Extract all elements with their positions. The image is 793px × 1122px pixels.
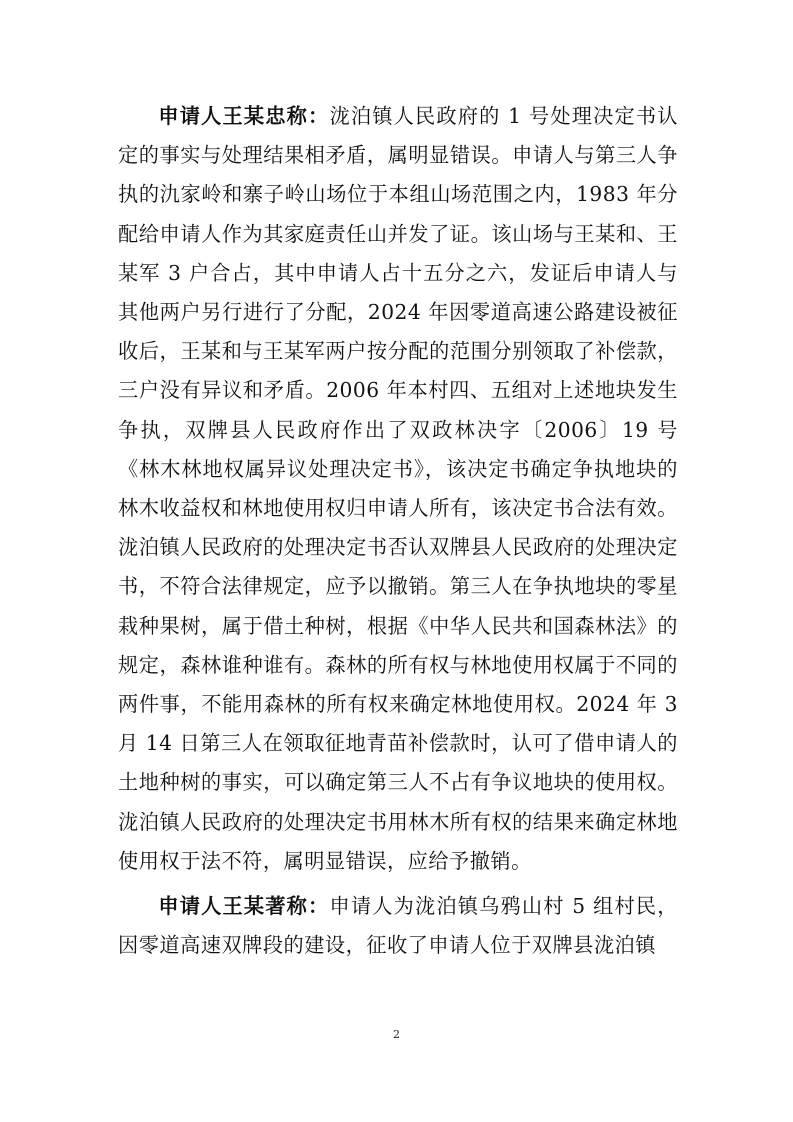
paragraph-text: 泷泊镇人民政府的 1 号处理决定书认定的事实与处理结果相矛盾，属明显错误。申请人与第三人争执的氿家岭和寨子岭山场位于本组山场范围之内，1983 年分配给申请人作为其家庭责任山并发了证。该山场与王某和、王某军 3 户合占，其中申请人占十五分之六，发证后申请人与其他两户另行进行了分配，2024 年因零道高速公路建设被征收后，王某和与王某军两户按分配的范围分别领取了补偿款，三户没有异议和矛盾。2006 年本村四、五组对上述地块发生争执，双牌县人民政府作出了双政林决字〔2006〕19 号《林木林地权属异议处理决定书》，该决定书确定争执地块的林木收益权和林地使用权归申请人所有，该决定书合法有效。泷泊镇人民政府的处理决定书否认双牌县人民政府的处理决定书，不符合法律规定，应予以撤销。第三人在争执地块的零星栽种果树，属于借土种树，根据《中华人民共和国森林法》的规定，森林谁种谁有。森林的所有权与林地使用权属于不同的两件事，不能用森林的所有权来确定林地使用权。2024 年 3 月 14 日第三人在领取征地青苗补偿款时，认可了借申请人的土地种树的事实，可以确定第三人不占有争议地块的使用权。泷泊镇人民政府的处理决定书用林木所有权的结果来确定林地使用权于法不符，属明显错误，应给予撤销。 (118, 104, 678, 873)
document-body (118, 97, 678, 971)
speaker-label: 申请人王某忠称： (158, 104, 330, 128)
speaker-label: 申请人王某著称： (158, 894, 330, 919)
paragraph-text: 申请人为泷泊镇乌鸦山村 5 组村民，因零道高速双牌段的建设，征收了申请人位于双牌县泷泊镇 (118, 894, 678, 958)
paragraph-wang-mouzhu (118, 887, 678, 965)
page-number: 2 (393, 1028, 400, 1041)
paragraph-wang-mouzhong (118, 97, 678, 881)
